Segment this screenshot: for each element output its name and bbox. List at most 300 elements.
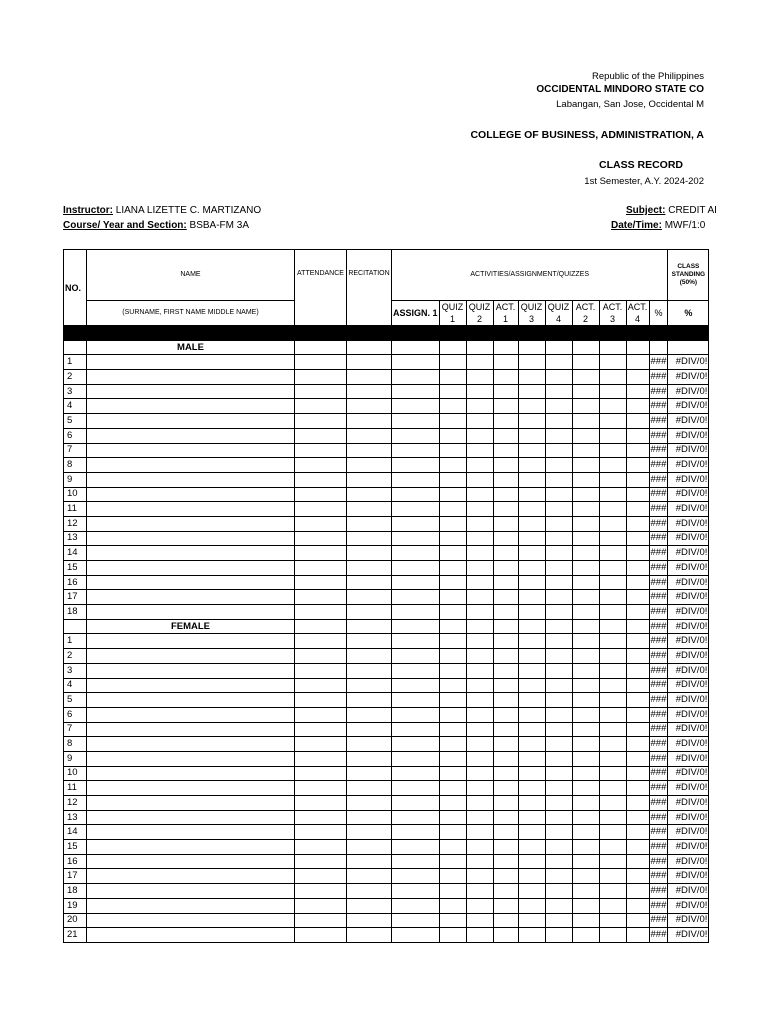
score-cell[interactable]	[347, 487, 392, 502]
score-cell[interactable]	[572, 707, 599, 722]
score-cell[interactable]	[518, 546, 545, 561]
score-cell[interactable]	[518, 575, 545, 590]
score-cell[interactable]	[599, 840, 626, 855]
score-cell[interactable]	[466, 693, 493, 708]
score-cell[interactable]	[599, 707, 626, 722]
score-cell[interactable]	[545, 869, 572, 884]
student-name-cell[interactable]	[87, 810, 295, 825]
score-cell[interactable]	[545, 546, 572, 561]
score-cell[interactable]	[347, 840, 392, 855]
score-cell[interactable]	[599, 472, 626, 487]
score-cell[interactable]	[439, 384, 466, 399]
score-cell[interactable]	[392, 825, 440, 840]
score-cell[interactable]	[347, 458, 392, 473]
score-cell[interactable]	[493, 766, 518, 781]
score-cell[interactable]	[295, 751, 347, 766]
score-cell[interactable]	[545, 884, 572, 899]
score-cell[interactable]	[493, 854, 518, 869]
score-cell[interactable]	[347, 355, 392, 370]
score-cell[interactable]	[392, 884, 440, 899]
score-cell[interactable]	[626, 663, 649, 678]
score-cell[interactable]	[518, 649, 545, 664]
score-cell[interactable]	[347, 575, 392, 590]
score-cell[interactable]	[295, 649, 347, 664]
score-cell[interactable]	[545, 840, 572, 855]
score-cell[interactable]	[347, 737, 392, 752]
score-cell[interactable]	[466, 678, 493, 693]
score-cell[interactable]	[572, 737, 599, 752]
score-cell[interactable]	[572, 384, 599, 399]
score-cell[interactable]	[599, 854, 626, 869]
score-cell[interactable]	[466, 561, 493, 576]
score-cell[interactable]	[626, 913, 649, 928]
score-cell[interactable]	[518, 722, 545, 737]
score-cell[interactable]	[392, 414, 440, 429]
score-cell[interactable]	[572, 458, 599, 473]
score-cell[interactable]	[347, 516, 392, 531]
score-cell[interactable]	[347, 722, 392, 737]
score-cell[interactable]	[295, 575, 347, 590]
score-cell[interactable]	[626, 516, 649, 531]
score-cell[interactable]	[392, 355, 440, 370]
student-name-cell[interactable]	[87, 649, 295, 664]
score-cell[interactable]	[392, 458, 440, 473]
score-cell[interactable]	[347, 678, 392, 693]
score-cell[interactable]	[572, 414, 599, 429]
score-cell[interactable]	[626, 443, 649, 458]
score-cell[interactable]	[347, 693, 392, 708]
score-cell[interactable]	[493, 487, 518, 502]
score-cell[interactable]	[347, 561, 392, 576]
score-cell[interactable]	[493, 634, 518, 649]
score-cell[interactable]	[439, 414, 466, 429]
score-cell[interactable]	[392, 663, 440, 678]
student-name-cell[interactable]	[87, 414, 295, 429]
score-cell[interactable]	[599, 869, 626, 884]
score-cell[interactable]	[295, 766, 347, 781]
score-cell[interactable]	[545, 634, 572, 649]
score-cell[interactable]	[545, 575, 572, 590]
student-name-cell[interactable]	[87, 663, 295, 678]
score-cell[interactable]	[439, 634, 466, 649]
score-cell[interactable]	[599, 561, 626, 576]
score-cell[interactable]	[439, 751, 466, 766]
score-cell[interactable]	[295, 561, 347, 576]
score-cell[interactable]	[626, 722, 649, 737]
student-name-cell[interactable]	[87, 428, 295, 443]
score-cell[interactable]	[518, 458, 545, 473]
score-cell[interactable]	[518, 796, 545, 811]
score-cell[interactable]	[392, 384, 440, 399]
student-name-cell[interactable]	[87, 546, 295, 561]
score-cell[interactable]	[518, 693, 545, 708]
score-cell[interactable]	[599, 546, 626, 561]
score-cell[interactable]	[599, 458, 626, 473]
score-cell[interactable]	[493, 869, 518, 884]
score-cell[interactable]	[518, 370, 545, 385]
score-cell[interactable]	[626, 693, 649, 708]
score-cell[interactable]	[347, 531, 392, 546]
score-cell[interactable]	[518, 928, 545, 943]
score-cell[interactable]	[295, 693, 347, 708]
score-cell[interactable]	[392, 561, 440, 576]
score-cell[interactable]	[599, 884, 626, 899]
score-cell[interactable]	[599, 443, 626, 458]
score-cell[interactable]	[493, 575, 518, 590]
score-cell[interactable]	[347, 384, 392, 399]
score-cell[interactable]	[626, 781, 649, 796]
score-cell[interactable]	[466, 884, 493, 899]
score-cell[interactable]	[572, 428, 599, 443]
score-cell[interactable]	[518, 502, 545, 517]
student-name-cell[interactable]	[87, 561, 295, 576]
student-name-cell[interactable]	[87, 928, 295, 943]
score-cell[interactable]	[518, 531, 545, 546]
score-cell[interactable]	[392, 693, 440, 708]
score-cell[interactable]	[545, 913, 572, 928]
score-cell[interactable]	[518, 399, 545, 414]
score-cell[interactable]	[347, 546, 392, 561]
score-cell[interactable]	[439, 825, 466, 840]
score-cell[interactable]	[599, 516, 626, 531]
score-cell[interactable]	[599, 898, 626, 913]
score-cell[interactable]	[493, 928, 518, 943]
score-cell[interactable]	[626, 472, 649, 487]
score-cell[interactable]	[295, 810, 347, 825]
score-cell[interactable]	[545, 428, 572, 443]
score-cell[interactable]	[466, 825, 493, 840]
score-cell[interactable]	[295, 737, 347, 752]
score-cell[interactable]	[493, 737, 518, 752]
score-cell[interactable]	[295, 458, 347, 473]
score-cell[interactable]	[518, 472, 545, 487]
score-cell[interactable]	[466, 399, 493, 414]
score-cell[interactable]	[347, 869, 392, 884]
score-cell[interactable]	[518, 854, 545, 869]
score-cell[interactable]	[392, 399, 440, 414]
score-cell[interactable]	[518, 516, 545, 531]
score-cell[interactable]	[392, 575, 440, 590]
score-cell[interactable]	[545, 663, 572, 678]
score-cell[interactable]	[572, 399, 599, 414]
score-cell[interactable]	[518, 414, 545, 429]
score-cell[interactable]	[295, 384, 347, 399]
score-cell[interactable]	[439, 428, 466, 443]
score-cell[interactable]	[295, 707, 347, 722]
score-cell[interactable]	[466, 458, 493, 473]
score-cell[interactable]	[347, 399, 392, 414]
score-cell[interactable]	[439, 487, 466, 502]
score-cell[interactable]	[572, 516, 599, 531]
score-cell[interactable]	[626, 840, 649, 855]
score-cell[interactable]	[572, 370, 599, 385]
score-cell[interactable]	[626, 546, 649, 561]
score-cell[interactable]	[439, 898, 466, 913]
score-cell[interactable]	[493, 590, 518, 605]
score-cell[interactable]	[626, 707, 649, 722]
score-cell[interactable]	[493, 531, 518, 546]
score-cell[interactable]	[295, 355, 347, 370]
score-cell[interactable]	[466, 751, 493, 766]
score-cell[interactable]	[599, 531, 626, 546]
score-cell[interactable]	[392, 766, 440, 781]
score-cell[interactable]	[626, 869, 649, 884]
score-cell[interactable]	[626, 737, 649, 752]
score-cell[interactable]	[493, 663, 518, 678]
score-cell[interactable]	[493, 428, 518, 443]
score-cell[interactable]	[626, 766, 649, 781]
score-cell[interactable]	[599, 766, 626, 781]
score-cell[interactable]	[466, 414, 493, 429]
score-cell[interactable]	[295, 546, 347, 561]
student-name-cell[interactable]	[87, 516, 295, 531]
score-cell[interactable]	[392, 502, 440, 517]
student-name-cell[interactable]	[87, 678, 295, 693]
score-cell[interactable]	[466, 590, 493, 605]
score-cell[interactable]	[493, 825, 518, 840]
score-cell[interactable]	[518, 766, 545, 781]
score-cell[interactable]	[392, 516, 440, 531]
score-cell[interactable]	[295, 487, 347, 502]
score-cell[interactable]	[545, 854, 572, 869]
score-cell[interactable]	[493, 399, 518, 414]
score-cell[interactable]	[572, 443, 599, 458]
score-cell[interactable]	[545, 810, 572, 825]
student-name-cell[interactable]	[87, 634, 295, 649]
score-cell[interactable]	[572, 928, 599, 943]
score-cell[interactable]	[439, 443, 466, 458]
score-cell[interactable]	[599, 399, 626, 414]
score-cell[interactable]	[439, 810, 466, 825]
score-cell[interactable]	[493, 561, 518, 576]
score-cell[interactable]	[466, 854, 493, 869]
student-name-cell[interactable]	[87, 575, 295, 590]
score-cell[interactable]	[295, 913, 347, 928]
score-cell[interactable]	[439, 737, 466, 752]
score-cell[interactable]	[599, 928, 626, 943]
student-name-cell[interactable]	[87, 884, 295, 899]
score-cell[interactable]	[493, 751, 518, 766]
score-cell[interactable]	[572, 869, 599, 884]
score-cell[interactable]	[545, 898, 572, 913]
score-cell[interactable]	[392, 531, 440, 546]
score-cell[interactable]	[466, 531, 493, 546]
score-cell[interactable]	[295, 428, 347, 443]
score-cell[interactable]	[626, 355, 649, 370]
score-cell[interactable]	[439, 884, 466, 899]
score-cell[interactable]	[599, 649, 626, 664]
score-cell[interactable]	[545, 678, 572, 693]
score-cell[interactable]	[466, 707, 493, 722]
student-name-cell[interactable]	[87, 487, 295, 502]
score-cell[interactable]	[295, 796, 347, 811]
score-cell[interactable]	[572, 766, 599, 781]
score-cell[interactable]	[347, 854, 392, 869]
score-cell[interactable]	[295, 502, 347, 517]
score-cell[interactable]	[392, 605, 440, 620]
score-cell[interactable]	[599, 370, 626, 385]
score-cell[interactable]	[518, 781, 545, 796]
score-cell[interactable]	[599, 634, 626, 649]
score-cell[interactable]	[493, 502, 518, 517]
score-cell[interactable]	[392, 370, 440, 385]
score-cell[interactable]	[392, 590, 440, 605]
score-cell[interactable]	[572, 722, 599, 737]
score-cell[interactable]	[572, 487, 599, 502]
score-cell[interactable]	[439, 854, 466, 869]
student-name-cell[interactable]	[87, 355, 295, 370]
score-cell[interactable]	[392, 707, 440, 722]
score-cell[interactable]	[439, 649, 466, 664]
score-cell[interactable]	[572, 840, 599, 855]
score-cell[interactable]	[347, 502, 392, 517]
score-cell[interactable]	[466, 428, 493, 443]
score-cell[interactable]	[392, 913, 440, 928]
score-cell[interactable]	[493, 355, 518, 370]
score-cell[interactable]	[466, 722, 493, 737]
student-name-cell[interactable]	[87, 443, 295, 458]
score-cell[interactable]	[626, 399, 649, 414]
student-name-cell[interactable]	[87, 766, 295, 781]
score-cell[interactable]	[626, 384, 649, 399]
score-cell[interactable]	[392, 546, 440, 561]
score-cell[interactable]	[518, 737, 545, 752]
score-cell[interactable]	[466, 869, 493, 884]
score-cell[interactable]	[518, 898, 545, 913]
score-cell[interactable]	[347, 810, 392, 825]
score-cell[interactable]	[493, 810, 518, 825]
score-cell[interactable]	[545, 649, 572, 664]
score-cell[interactable]	[493, 678, 518, 693]
score-cell[interactable]	[599, 781, 626, 796]
score-cell[interactable]	[626, 854, 649, 869]
score-cell[interactable]	[626, 649, 649, 664]
score-cell[interactable]	[392, 751, 440, 766]
score-cell[interactable]	[518, 751, 545, 766]
score-cell[interactable]	[439, 869, 466, 884]
score-cell[interactable]	[493, 516, 518, 531]
score-cell[interactable]	[392, 472, 440, 487]
score-cell[interactable]	[599, 810, 626, 825]
score-cell[interactable]	[466, 575, 493, 590]
score-cell[interactable]	[392, 649, 440, 664]
score-cell[interactable]	[572, 472, 599, 487]
score-cell[interactable]	[572, 634, 599, 649]
score-cell[interactable]	[599, 355, 626, 370]
score-cell[interactable]	[295, 663, 347, 678]
score-cell[interactable]	[439, 458, 466, 473]
score-cell[interactable]	[493, 649, 518, 664]
score-cell[interactable]	[493, 414, 518, 429]
score-cell[interactable]	[572, 678, 599, 693]
score-cell[interactable]	[439, 355, 466, 370]
score-cell[interactable]	[626, 825, 649, 840]
score-cell[interactable]	[626, 414, 649, 429]
student-name-cell[interactable]	[87, 898, 295, 913]
score-cell[interactable]	[466, 840, 493, 855]
score-cell[interactable]	[347, 884, 392, 899]
score-cell[interactable]	[347, 414, 392, 429]
score-cell[interactable]	[466, 487, 493, 502]
score-cell[interactable]	[626, 884, 649, 899]
score-cell[interactable]	[545, 458, 572, 473]
score-cell[interactable]	[572, 575, 599, 590]
score-cell[interactable]	[493, 913, 518, 928]
score-cell[interactable]	[572, 810, 599, 825]
score-cell[interactable]	[295, 414, 347, 429]
score-cell[interactable]	[626, 796, 649, 811]
score-cell[interactable]	[493, 443, 518, 458]
score-cell[interactable]	[347, 663, 392, 678]
score-cell[interactable]	[545, 796, 572, 811]
score-cell[interactable]	[626, 561, 649, 576]
score-cell[interactable]	[295, 605, 347, 620]
score-cell[interactable]	[572, 531, 599, 546]
score-cell[interactable]	[439, 370, 466, 385]
score-cell[interactable]	[572, 825, 599, 840]
score-cell[interactable]	[545, 487, 572, 502]
score-cell[interactable]	[295, 928, 347, 943]
score-cell[interactable]	[545, 605, 572, 620]
score-cell[interactable]	[626, 751, 649, 766]
score-cell[interactable]	[439, 561, 466, 576]
student-name-cell[interactable]	[87, 825, 295, 840]
score-cell[interactable]	[493, 796, 518, 811]
score-cell[interactable]	[572, 913, 599, 928]
score-cell[interactable]	[518, 590, 545, 605]
score-cell[interactable]	[347, 605, 392, 620]
score-cell[interactable]	[347, 590, 392, 605]
score-cell[interactable]	[599, 605, 626, 620]
score-cell[interactable]	[466, 443, 493, 458]
score-cell[interactable]	[466, 472, 493, 487]
score-cell[interactable]	[518, 840, 545, 855]
score-cell[interactable]	[518, 663, 545, 678]
score-cell[interactable]	[392, 634, 440, 649]
score-cell[interactable]	[466, 810, 493, 825]
score-cell[interactable]	[626, 575, 649, 590]
score-cell[interactable]	[572, 884, 599, 899]
score-cell[interactable]	[572, 605, 599, 620]
score-cell[interactable]	[295, 399, 347, 414]
score-cell[interactable]	[493, 370, 518, 385]
score-cell[interactable]	[599, 678, 626, 693]
score-cell[interactable]	[466, 928, 493, 943]
score-cell[interactable]	[626, 458, 649, 473]
score-cell[interactable]	[439, 840, 466, 855]
score-cell[interactable]	[392, 722, 440, 737]
score-cell[interactable]	[493, 384, 518, 399]
score-cell[interactable]	[493, 707, 518, 722]
student-name-cell[interactable]	[87, 854, 295, 869]
score-cell[interactable]	[295, 840, 347, 855]
score-cell[interactable]	[466, 766, 493, 781]
score-cell[interactable]	[545, 751, 572, 766]
score-cell[interactable]	[439, 590, 466, 605]
score-cell[interactable]	[347, 428, 392, 443]
score-cell[interactable]	[599, 414, 626, 429]
score-cell[interactable]	[626, 428, 649, 443]
score-cell[interactable]	[545, 370, 572, 385]
score-cell[interactable]	[392, 781, 440, 796]
score-cell[interactable]	[439, 663, 466, 678]
score-cell[interactable]	[493, 840, 518, 855]
score-cell[interactable]	[599, 428, 626, 443]
score-cell[interactable]	[347, 766, 392, 781]
score-cell[interactable]	[347, 825, 392, 840]
score-cell[interactable]	[493, 722, 518, 737]
score-cell[interactable]	[295, 531, 347, 546]
